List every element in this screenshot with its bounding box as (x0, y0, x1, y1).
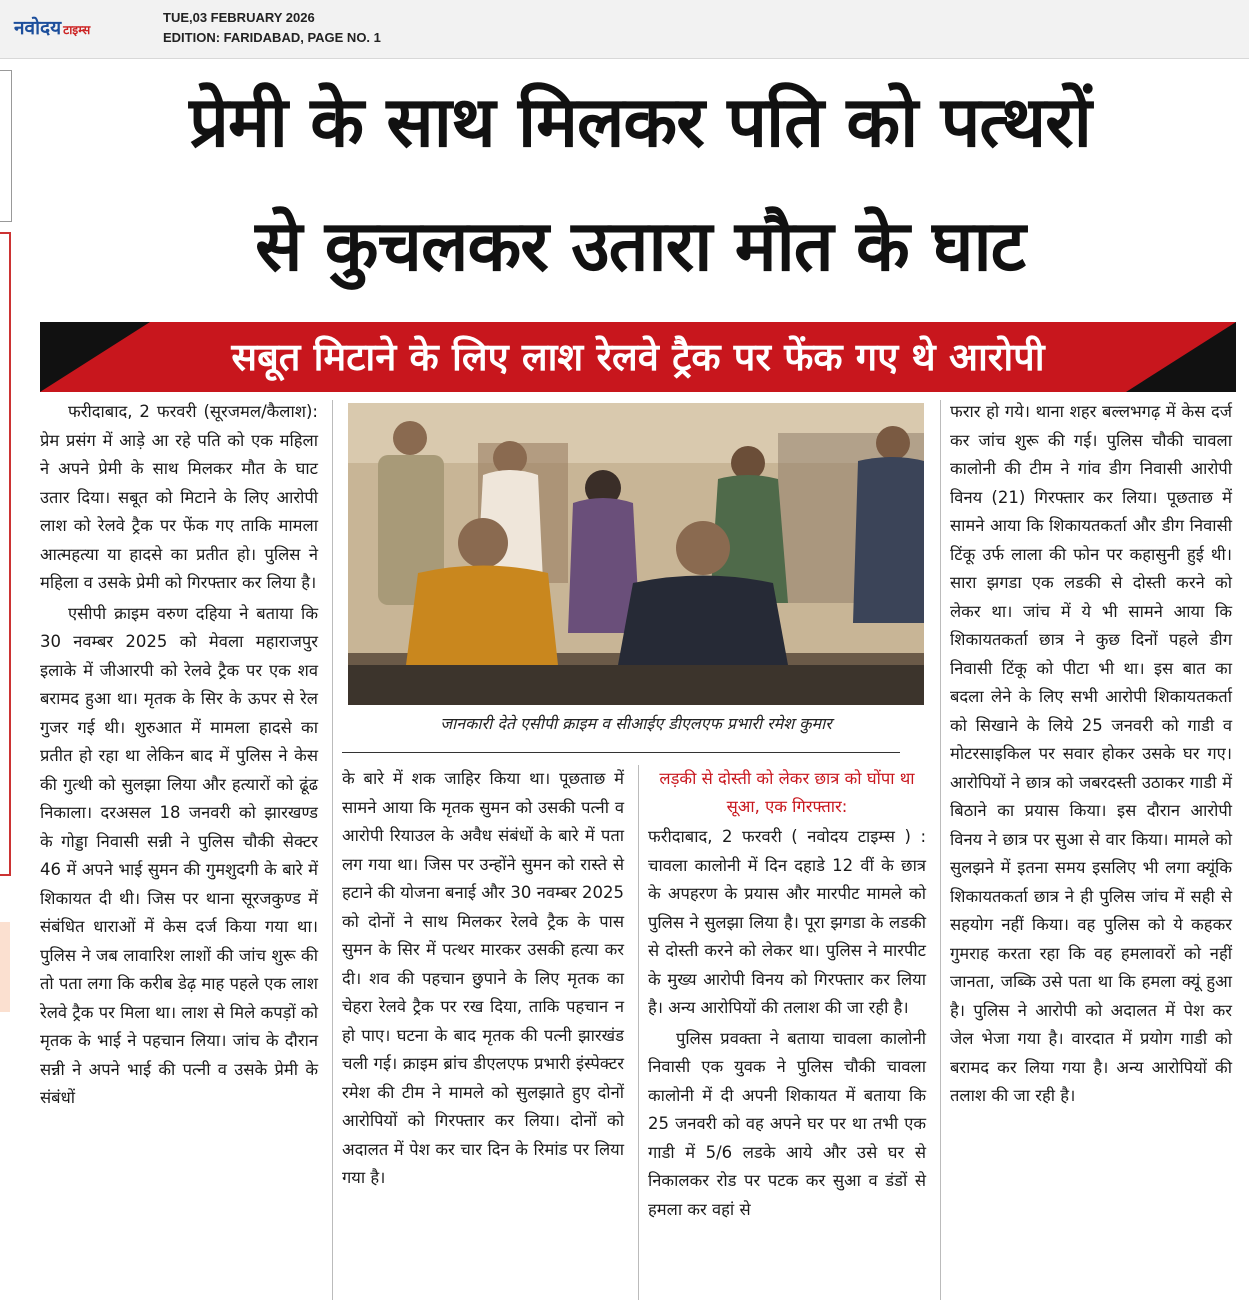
logo-main-text: नवोदय (14, 17, 62, 39)
banner-right-accent (1126, 322, 1236, 392)
col4-paragraph-1: फरार हो गये। थाना शहर बल्लभगढ़ में केस दर्ज कर जांच शुरू की गई। पुलिस चौकी चावला कालोनी की टीम ने गांव डीग निवासी आरोपी विनय (21) गिरफ्तार कर लिया। पूछताछ में सामने आया कि शिकायतकर्ता और डीग निवासी टिंकू उर्फ लाला की फोन पर कहासुनी हुई थी। सारा झगडा एक लडकी से दोस्ती करने को लेकर था। जांच में ये भी सामने आया कि शिकायतकर्ता छात्र ने कुछ दिनों पहले डीग निवासी टिंकू को पीटा भी था। इस बात का बदला लेने के लिए सभी आरोपी शिकायतकर्ता को सिखाने के लिये 25 जनवरी को गाडी व मोटरसाइकिल पर सवार होकर उसके घर गए। आरोपियों ने छात्र को जबरदस्ती उठाकर गाडी में बिठाने का प्रयास किया। इस दौरान आरोपी विनय ने छात्र पर सुआ से वार किया। मामले को सुलझने में इतना समय इसलिए भी लगा क्यूंकि शिकायतकर्ता छात्र ने ही पुलिस जांच में सही से सहयोग नहीं किया। वह पुलिस को ये कहकर गुमराह करता रहा कि वह हमलावरों को नहीं जानता, जब्कि उसे पता था कि हमला क्यूं हुआ है। पुलिस ने आरोपी को अदालत में पेश कर जेल भेजा गया है। वारदात में प्रयोग गाडी को बरामद कर लिया गया है। अन्य आरोपियों की तलाश की जा रही है। (950, 402, 1232, 1105)
headline-line-2: से कुचलकर उतारा मौत के घाट (255, 205, 1025, 287)
adjacent-box-3 (0, 922, 10, 1012)
column-divider (332, 400, 333, 1300)
adjacent-article-edge (0, 62, 12, 1302)
adjacent-box-1 (0, 70, 12, 222)
column-3 (648, 765, 926, 1226)
headline (40, 60, 1240, 308)
logo-sub-text: टाइम्स (63, 23, 91, 37)
headline-line-1: प्रेमी के साथ मिलकर पति को पत्थरों (189, 81, 1091, 163)
date-line: TUE,03 FEBRUARY 2026 (163, 10, 315, 25)
edition-info (163, 8, 381, 48)
subheadline-text: सबूत मिटाने के लिए लाश रेलवे ट्रैक पर फेंक गए थे आरोपी (231, 335, 1045, 379)
col3-paragraph-2: पुलिस प्रवक्ता ने बताया चावला कालोनी निवासी एक युवक ने पुलिस चौकी चावला कालोनी में दी अपनी शिकायत में बताया कि 25 जनवरी को वह अपने घर पर था तभी एक गाडी में 5/6 लडके आये और उसे घर से निकालकर रोड पर पटक कर सुआ व डंडों से हमला कर वहां से (648, 1028, 926, 1219)
column-4 (950, 398, 1232, 1113)
col3-paragraph-1: फरीदाबाद, 2 फरवरी ( नवोदय टाइम्स ) : चावला कालोनी में दिन दहाडे 12 वीं के छात्र के अपहरण के प्रयास और मारपीट मामले को पुलिस ने सुलझा लिया है। पूरा झगडा के लडकी से दोस्ती करने को लेकर था। पुलिस ने मारपीट के मुख्य आरोपी विनय को गिरफ्तार कर लिया है। अन्य आरोपियों की तलाश की जा रही है। (648, 827, 926, 1017)
column-divider (940, 400, 941, 1300)
photo-illustration (348, 403, 924, 705)
newspaper-logo (14, 14, 90, 40)
col1-paragraph-2: एसीपी क्राइम वरुण दहिया ने बताया कि 30 नवम्बर 2025 को मेवला महाराजपुर इलाके में जीआरपी को रेलवे ट्रैक पर एक शव बरामद हुआ था। मृतक के सिर के ऊपर से रेल गुजर गई थी। शुरुआत में मामला हादसे का प्रतीत हो रहा था लेकिन बाद में पुलिस ने केस की गुत्थी को सुलझा लिया और हत्यारों को ढूंढ निकाला। दरअसल 18 जनवरी को झारखण्ड के गोड्डा निवासी सन्नी ने पुलिस चौकी सेक्टर 46 में अपने भाई सुमन की गुमशुदगी के बारे में शिकायत दी थी। जिस पर थाना सूरजकुण्ड में संबंधित धाराओं में केस दर्ज किया गया था। पुलिस ने जब लावारिश लाशों की जांच शुरू की तो पता लगा कि करीब डेढ़ माह पहले एक लाश रेलवे ट्रैक पर मिला था। लाश से मिले कपड़ों को मृतक के भाई ने पहचान लिया। जांच के दौरान सन्नी ने अपने भाई की पत्नी व उसके प्रेमी के संबंधों (40, 603, 318, 1107)
photo-caption: जानकारी देते एसीपी क्राइम व सीआईए डीएलएफ प्रभारी रमेश कुमार (440, 714, 832, 733)
column-2 (342, 765, 624, 1195)
caption-rule (342, 752, 900, 753)
banner-left-accent (40, 322, 150, 392)
adjacent-box-2 (0, 232, 11, 876)
edition-line: EDITION: FARIDABAD, PAGE NO. 1 (163, 30, 381, 45)
column-divider (638, 765, 639, 1300)
news-photo (348, 403, 924, 705)
column-1 (40, 398, 318, 1115)
top-bar (0, 0, 1249, 59)
col1-paragraph-1: फरीदाबाद, 2 फरवरी (सूरजमल/कैलाश): प्रेम प्रसंग में आड़े आ रहे पति को एक महिला ने अपने प्रेमी के साथ मिलकर मौत के घाट उतार दिया। सबूत को मिटाने के लिए आरोपी लाश को रेलवे ट्रैक पर फेंक गए ताकि मामला आत्महत्या या हादसे का प्रतीत हो। पुलिस ने महिला व उसके प्रेमी को गिरफ्तार कर लिया है। (40, 402, 318, 592)
subheadline-banner (40, 322, 1236, 392)
col2-paragraph-1: के बारे में शक जाहिर किया था। पूछताछ में सामने आया कि मृतक सुमन को उसकी पत्नी व आरोपी रियाउल के अवैध संबंधों के बारे में पता लग गया था। जिस पर उन्होंने सुमन को रास्ते से हटाने की योजना बनाई और 30 नवम्बर 2025 को दोनों ने साथ मिलकर रेलवे ट्रैक के पास सुमन के सिर में पत्थर मारकर उसकी हत्या कर दी। शव की पहचान छुपाने के लिए मृतक का चेहरा रेलवे ट्रैक पर रख दिया, ताकि पहचान न हो पाए। घटना के बाद मृतक की पत्नी झारखंड चली गई। क्राइम ब्रांच डीएलएफ प्रभारी इंस्पेक्टर रमेश की टीम ने मामले को सुलझाते हुए दोनों आरोपियों को गिरफ्तार कर लिया। दोनों को अदालत में पेश कर चार दिन के रिमांड पर लिया गया है। (342, 769, 624, 1187)
sub-story-heading: लड़की से दोस्ती को लेकर छात्र को घोंपा था सूआ, एक गिरफ्तार: (659, 769, 915, 816)
